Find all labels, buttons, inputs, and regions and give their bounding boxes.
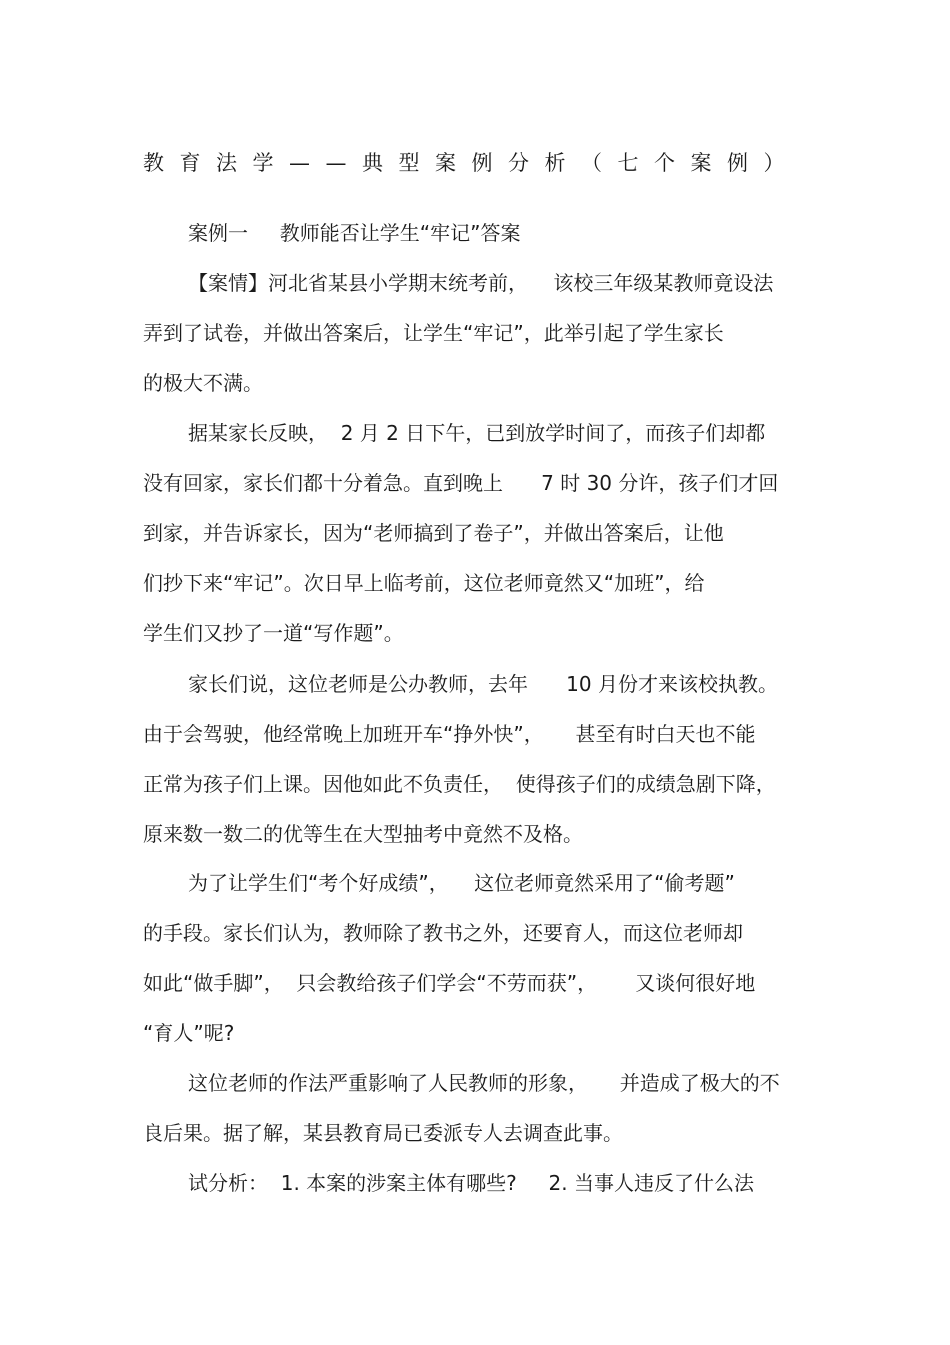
text-line: 正常为孩子们上课。因他如此不负责任， 使得孩子们的成绩急剧下降，: [143, 772, 776, 796]
text-line: 们抄下来“牢记”。次日早上临考前，这位老师竟然又“加班”，给: [143, 571, 705, 595]
paragraph-parent-report: [143, 408, 803, 658]
text-line: 弄到了试卷，并做出答案后，让学生“牢记”，此举引起了学生家长: [143, 321, 724, 345]
text-line: 没有回家，家长们都十分着急。直到晚上 7 时 30 分许，孩子们才回: [143, 471, 779, 495]
paragraph-teacher-background: [143, 659, 803, 859]
text-line: 由于会驾驶，他经常晚上加班开车“挣外快”， 甚至有时白天也不能: [143, 722, 756, 746]
document-title: 教育法学——典型案例分析（七个案例）: [143, 151, 800, 175]
text-line: 【案情】河北省某县小学期末统考前， 该校三年级某教师竟设法: [188, 271, 774, 295]
paragraph-analysis-questions: [143, 1158, 803, 1208]
text-line: “育人”呢?: [143, 1021, 235, 1045]
paragraph-consequence: [143, 1058, 803, 1158]
text-line: 的极大不满。: [143, 371, 263, 395]
text-line: 试分析： 1. 本案的涉案主体有哪些? 2. 当事人违反了什么法: [188, 1171, 754, 1195]
text-line: 到家，并告诉家长，因为“老师搞到了卷子”，并做出答案后，让他: [143, 521, 724, 545]
text-line: 学生们又抄了一道“写作题”。: [143, 621, 404, 645]
paragraph-parent-opinion: [143, 858, 803, 1058]
case-heading: 案例一 教师能否让学生“牢记”答案: [188, 221, 521, 245]
text-line: 为了让学生们“考个好成绩”， 这位老师竟然采用了“偷考题”: [188, 871, 735, 895]
text-line: 这位老师的作法严重影响了人民教师的形象， 并造成了极大的不: [188, 1071, 780, 1095]
text-line: 良后果。据了解，某县教育局已委派专人去调查此事。: [143, 1121, 623, 1145]
text-line: 如此“做手脚”， 只会教给孩子们学会“不劳而获”， 又谈何很好地: [143, 971, 756, 995]
text-line: 原来数一数二的优等生在大型抽考中竟然不及格。: [143, 822, 583, 846]
text-line: 的手段。家长们认为，教师除了教书之外，还要育人，而这位老师却: [143, 921, 743, 945]
paragraph-case-facts: [143, 258, 803, 408]
text-line: 家长们说，这位老师是公办教师，去年 10 月份才来该校执教。: [188, 672, 778, 696]
text-line: 据某家长反映， 2 月 2 日下午，已到放学时间了，而孩子们却都: [188, 421, 766, 445]
